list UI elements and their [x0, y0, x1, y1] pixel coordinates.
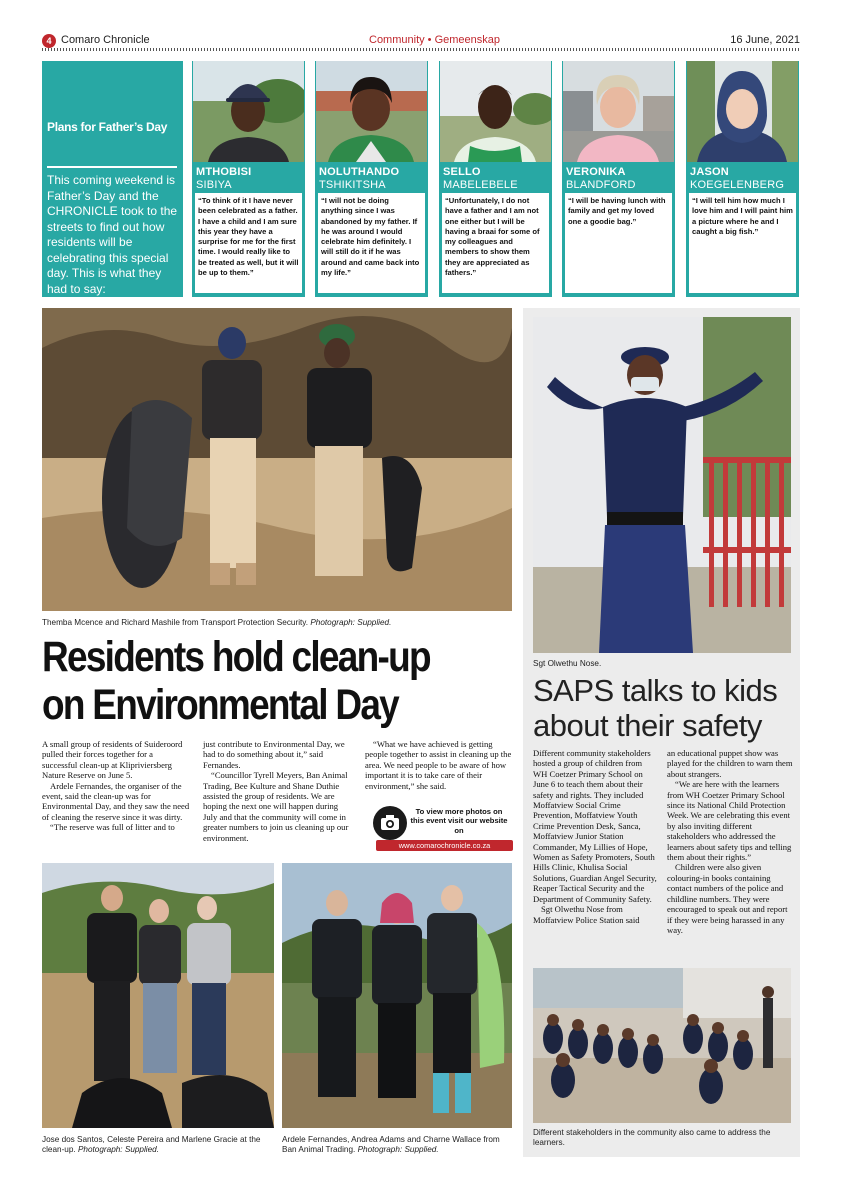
voxpop-card [686, 61, 799, 297]
paragraph: “We are here with the learners from WH Coetzer Primary School since its National Child Protection Week. We are celebrating this event by also inviting different stakeholders who addressed the learners about safety tips and telling them about their rights.” [667, 779, 792, 863]
portrait-photo [563, 61, 674, 162]
cleanup-main-photo [42, 308, 512, 611]
cleanup-photo-2 [42, 863, 274, 1128]
person-first-name: VERONIKA [566, 166, 626, 178]
person-first-name: SELLO [443, 166, 481, 178]
article-headline: Residents hold clean-up on Environmental Day [42, 633, 430, 729]
voxpop-card [562, 61, 675, 297]
camera-icon [373, 806, 407, 840]
photo-credit: Photograph: Supplied. [357, 1145, 439, 1154]
divider [47, 166, 177, 168]
person-quote: “I will be having lunch with family and get my loved one a goodie bag.” [565, 193, 672, 293]
voxpop-intro-panel [42, 61, 183, 297]
article-column [365, 739, 513, 791]
paragraph: A small group of residents of Suideroord pulled their forces together for a successful clean-up at Klipriviersberg Nature Reserve on June 5. [42, 739, 183, 781]
article-column [533, 748, 658, 925]
person-first-name: MTHOBISI [196, 166, 252, 178]
person-last-name: KOEGELENBERG [690, 179, 785, 191]
person-quote: “To think of it I have never been celebrated as a father. I have a child and I am sure this year they have a surprise for me for the first time. I would really like to be treated as well, but it will be up to them.” [195, 193, 302, 293]
paragraph: “Councillor Tyrell Meyers, Ban Animal Trading, Bee Kulture and Shane Duthie assisted the group of residents. We are hoping the next one will happen during July and that the community will come in greater numbers to join us cleaning up our environment. [203, 770, 349, 843]
photo-caption: Different stakeholders in the community also came to address the learners. [533, 1128, 771, 1147]
voxpop-intro-text: This coming weekend is Father’s Day and the CHRONICLE took to the streets to find out how residents will be celebrating this special day. This is what they had to say: [47, 173, 178, 296]
paragraph: Different community stakeholders hosted a group of children from WH Coetzer Primary School on June 6 to teach them about their safety and rights. They included Moffatview Social Crime Prevention, Moffatview Youth Crime Prevention Desk, Sanca, Moffatview Junior Station Commander, My Lillies of Hope, Women as Safety Promoters, South Hills Clinic, Khulisa Social Solutions, Guardian Angel Security, Reaper Tactical Security and the Department of Community Safety. [533, 748, 657, 904]
voxpop-card [192, 61, 305, 297]
article-column [667, 748, 793, 935]
portrait-photo [440, 61, 551, 162]
portrait-photo [316, 61, 427, 162]
article-headline: SAPS talks to kids about their safety [533, 673, 778, 743]
portrait-photo [193, 61, 304, 162]
photo-caption [42, 1135, 274, 1155]
issue-date: 16 June, 2021 [730, 34, 800, 46]
caption-text: Ardele Fernandes, Andrea Adams and Charne Wallace from Ban Animal Trading. [282, 1135, 500, 1154]
paragraph: Sgt Olwethu Nose from Moffatview Police Station said [533, 904, 640, 925]
promo-text: To view more photos on this event visit our website on [410, 807, 508, 835]
voxpop-card [315, 61, 428, 297]
paragraph: just contribute to Environmental Day, we had to do something about it,” said Fernandes. [203, 739, 345, 770]
caption-text: Jose dos Santos, Celeste Pereira and Marlene Gracie at the clean-up. [42, 1135, 261, 1154]
person-first-name: NOLUTHANDO [319, 166, 400, 178]
person-first-name: JASON [690, 166, 729, 178]
section-label: Community • Gemeenskap [369, 34, 501, 46]
page-header [42, 34, 800, 48]
photo-credit: Photograph: Supplied. [77, 1145, 159, 1154]
article-column [42, 739, 190, 833]
stakeholders-photo [533, 968, 791, 1123]
voxpop-card [439, 61, 552, 297]
photo-caption [282, 1135, 512, 1155]
person-quote: “Unfortunately, I do not have a father and I am not one either but I will be having a braai for some of my colleagues and members to show them they are appreciated as fathers.” [442, 193, 549, 293]
website-promo[interactable] [373, 806, 513, 854]
paragraph: Ardele Fernandes, the organiser of the event, said the clean-up was for Environmental Day, and they saw the need of cleaning the reserve since it was dirty. [42, 780, 190, 822]
voxpop-title: Plans for Father’s Day [47, 120, 168, 134]
person-last-name: BLANDFORD [566, 179, 636, 191]
paragraph: “The reserve was full of litter and to [50, 822, 175, 833]
cleanup-photo-3 [282, 863, 512, 1128]
photo-credit: Photograph: Supplied. [310, 618, 392, 627]
person-last-name: SIBIYA [196, 179, 232, 191]
officer-photo [533, 317, 791, 653]
paragraph: Children were also given colouring-in books containing contact numbers of the police and childline numbers. They were encouraged to speak out and report if they were being harassed in any way. [667, 862, 788, 935]
article-column [203, 739, 353, 843]
person-last-name: MABELEBELE [443, 179, 518, 191]
publication-name: Comaro Chronicle [61, 34, 150, 46]
photo-caption [42, 618, 512, 628]
person-quote: “I will tell him how much I love him and I will paint him a picture where he and I caught a big fish.” [689, 193, 796, 293]
photo-caption: Sgt Olwethu Nose. [533, 659, 602, 668]
paragraph: an educational puppet show was played for the children to warn them about strangers. [667, 748, 793, 779]
page-number: 4 [42, 34, 56, 48]
caption-text: Themba Mcence and Richard Mashile from Transport Protection Security. [42, 618, 309, 627]
person-last-name: TSHIKITSHA [319, 179, 386, 191]
portrait-photo [687, 61, 798, 162]
header-rule [42, 48, 800, 51]
website-link[interactable]: www.comarochronicle.co.za [376, 840, 513, 851]
paragraph: “What we have achieved is getting people together to assist in cleaning up the area. We need people to be aware of how important it is to take care of their environment,” she said. [365, 739, 512, 791]
person-quote: “I will not be doing anything since I was abandoned by my father. If he was around I would celebrate him definitely. I will still do it if he was around and came back into my life.” [318, 193, 425, 293]
